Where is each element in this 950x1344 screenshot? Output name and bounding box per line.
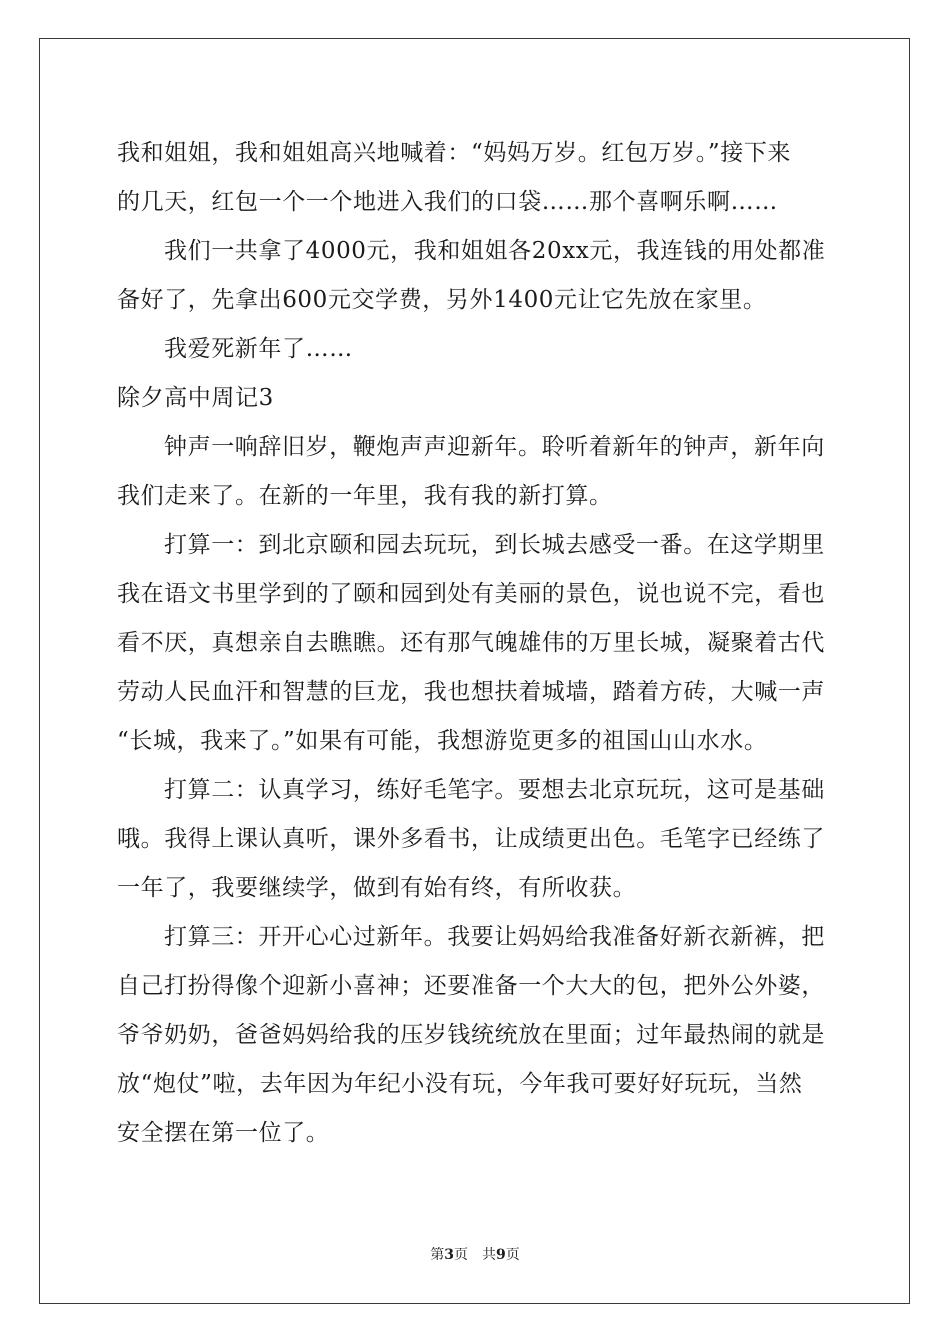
page-footer xyxy=(0,1244,950,1264)
text-line: 我爱死新年了…… xyxy=(164,336,353,362)
total-suffix: 页 xyxy=(505,1247,520,1263)
text-line: 的几天，红包一个一个地进入我们的口袋……那个喜啊乐啊…… xyxy=(117,189,778,215)
page-suffix: 页 xyxy=(454,1247,468,1263)
text-line: 我在语文书里学到的了颐和园到处有美丽的景色，说也说不完，看也 xyxy=(117,581,825,607)
text-line: 看不厌，真想亲自去瞧瞧。还有那气魄雄伟的万里长城，凝聚着古代 xyxy=(117,630,825,656)
text-line: 自己打扮得像个迎新小喜神；还要准备一个大大的包，把外公外婆， xyxy=(117,973,825,999)
page-prefix: 第 xyxy=(430,1247,445,1263)
text-line: 我们走来了。在新的一年里，我有我的新打算。 xyxy=(117,483,613,509)
text-line: 我和姐姐，我和姐姐高兴地喊着：“妈妈万岁。红包万岁。”接下来 xyxy=(117,140,792,166)
text-line: 劳动人民血汗和智慧的巨龙，我也想扶着城墙，踏着方砖，大喊一声 xyxy=(117,679,825,705)
text-line: 爷爷奶奶，爸爸妈妈给我的压岁钱统统放在里面；过年最热闹的就是 xyxy=(117,1022,825,1048)
text-line: 打算三：开开心心过新年。我要让妈妈给我准备好新衣新裤，把 xyxy=(164,924,825,950)
text-line: 打算二：认真学习，练好毛笔字。要想去北京玩玩，这可是基础 xyxy=(164,777,825,803)
total-prefix: 共 xyxy=(482,1247,496,1263)
text-line: 哦。我得上课认真听，课外多看书，让成绩更出色。毛笔字已经练了 xyxy=(117,826,825,852)
text-line: 放“炮仗”啦，去年因为年纪小没有玩，今年我可要好好玩玩，当然 xyxy=(117,1071,803,1097)
text-line: 钟声一响辞旧岁，鞭炮声声迎新年。聆听着新年的钟声，新年向 xyxy=(164,434,825,460)
text-line: 安全摆在第一位了。 xyxy=(117,1120,330,1146)
document-body xyxy=(117,129,833,1158)
text-line: 一年了，我要继续学，做到有始有终，有所收获。 xyxy=(117,875,637,901)
page-number: 3 xyxy=(444,1247,454,1263)
text-line: 我们一共拿了4000元，我和姐姐各20xx元，我连钱的用处都准 xyxy=(164,238,826,264)
text-line: “长城，我来了。”如果有可能，我想游览更多的祖国山山水水。 xyxy=(117,728,768,754)
total-pages: 9 xyxy=(496,1247,506,1263)
text-line: 备好了，先拿出600元交学费，另外1400元让它先放在家里。 xyxy=(117,287,767,313)
text-line: 打算一：到北京颐和园去玩玩，到长城去感受一番。在这学期里 xyxy=(164,532,825,558)
section-heading: 除夕高中周记3 xyxy=(117,385,274,411)
